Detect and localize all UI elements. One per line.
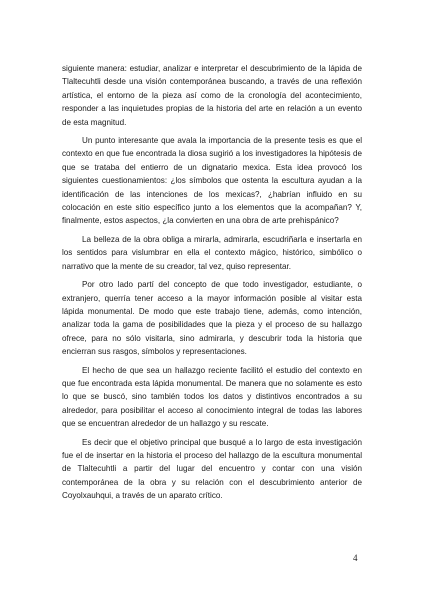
paragraph-beauty: La belleza de la obra obliga a mirarla, admirarla, escudriñarla e insertarla en los sentidos para vislumbrar en ella el contexto mágico, histórico, simbólico o narrativo que la mente de su creador, tal vez, quiso representar. [62,234,362,271]
paragraph-objective: Es decir que el objetivo principal que busqué a lo largo de esta investigación fue el de insertar en la historia el proceso del hallazgo de la escultura monumental de Tlaltecuhtli a partir del lugar del encuentro y contar con una visión contemporánea de la obra y su relación con el descubrimiento anterior de Coyolxauhqui, a través de un aparato crítico. [62,437,362,501]
document-body [62,62,362,508]
page-number: 4 [353,553,358,563]
paragraph-context: El hecho de que sea un hallazgo reciente facilitó el estudio del contexto en que fue encontrada esta lápida monumental. De manera que no solamente es esto lo que se buscó, sino también todos los datos y distintivos encontrados a su alrededor, para posibilitar el acceso al conocimiento integral de todas las labores que se encuentran alrededor de un hallazgo y su rescate. [62,365,362,429]
paragraph-concept: Por otro lado partí del concepto de que todo investigador, estudiante, o extranjero, querría tener acceso a la mayor información posible al visitar esta lápida monumental. De modo que este trabajo tiene, además, como intención, analizar toda la gama de posibilidades que la pieza y el proceso de su hallazgo ofrece, para no sólo visitarla, sino admirarla, y descubrir toda la historia que encierran sus rasgos, símbolos y representaciones. [62,280,362,357]
paragraph-thesis-importance: Un punto interesante que avala la importancia de la presente tesis es que el contexto en que fue encontrada la diosa sugirió a los investigadores la hipótesis de que se trataba del entierro de un dignatario mexica. Esta idea provocó los siguientes cuestionamientos: ¿los símbolos que ostenta la escultura ayudan a la identificación de las intenciones de los mexicas?, ¿habrían influido en su colocación en este sitio específico junto a los elementos que la acompañan? Y, finalmente, estos aspectos, ¿la convierten en una obra de arte prehispánico? [62,136,362,226]
paragraph-continuation: siguiente manera: estudiar, analizar e interpretar el descubrimiento de la lápida de Tlaltecuhtli desde una visión contemporánea buscando, a través de una reflexión artística, el entorno de la pieza así como de la cronología del acontecimiento, responder a las inquietudes propias de la historia del arte en relación a un evento de esta magnitud. [62,64,362,127]
